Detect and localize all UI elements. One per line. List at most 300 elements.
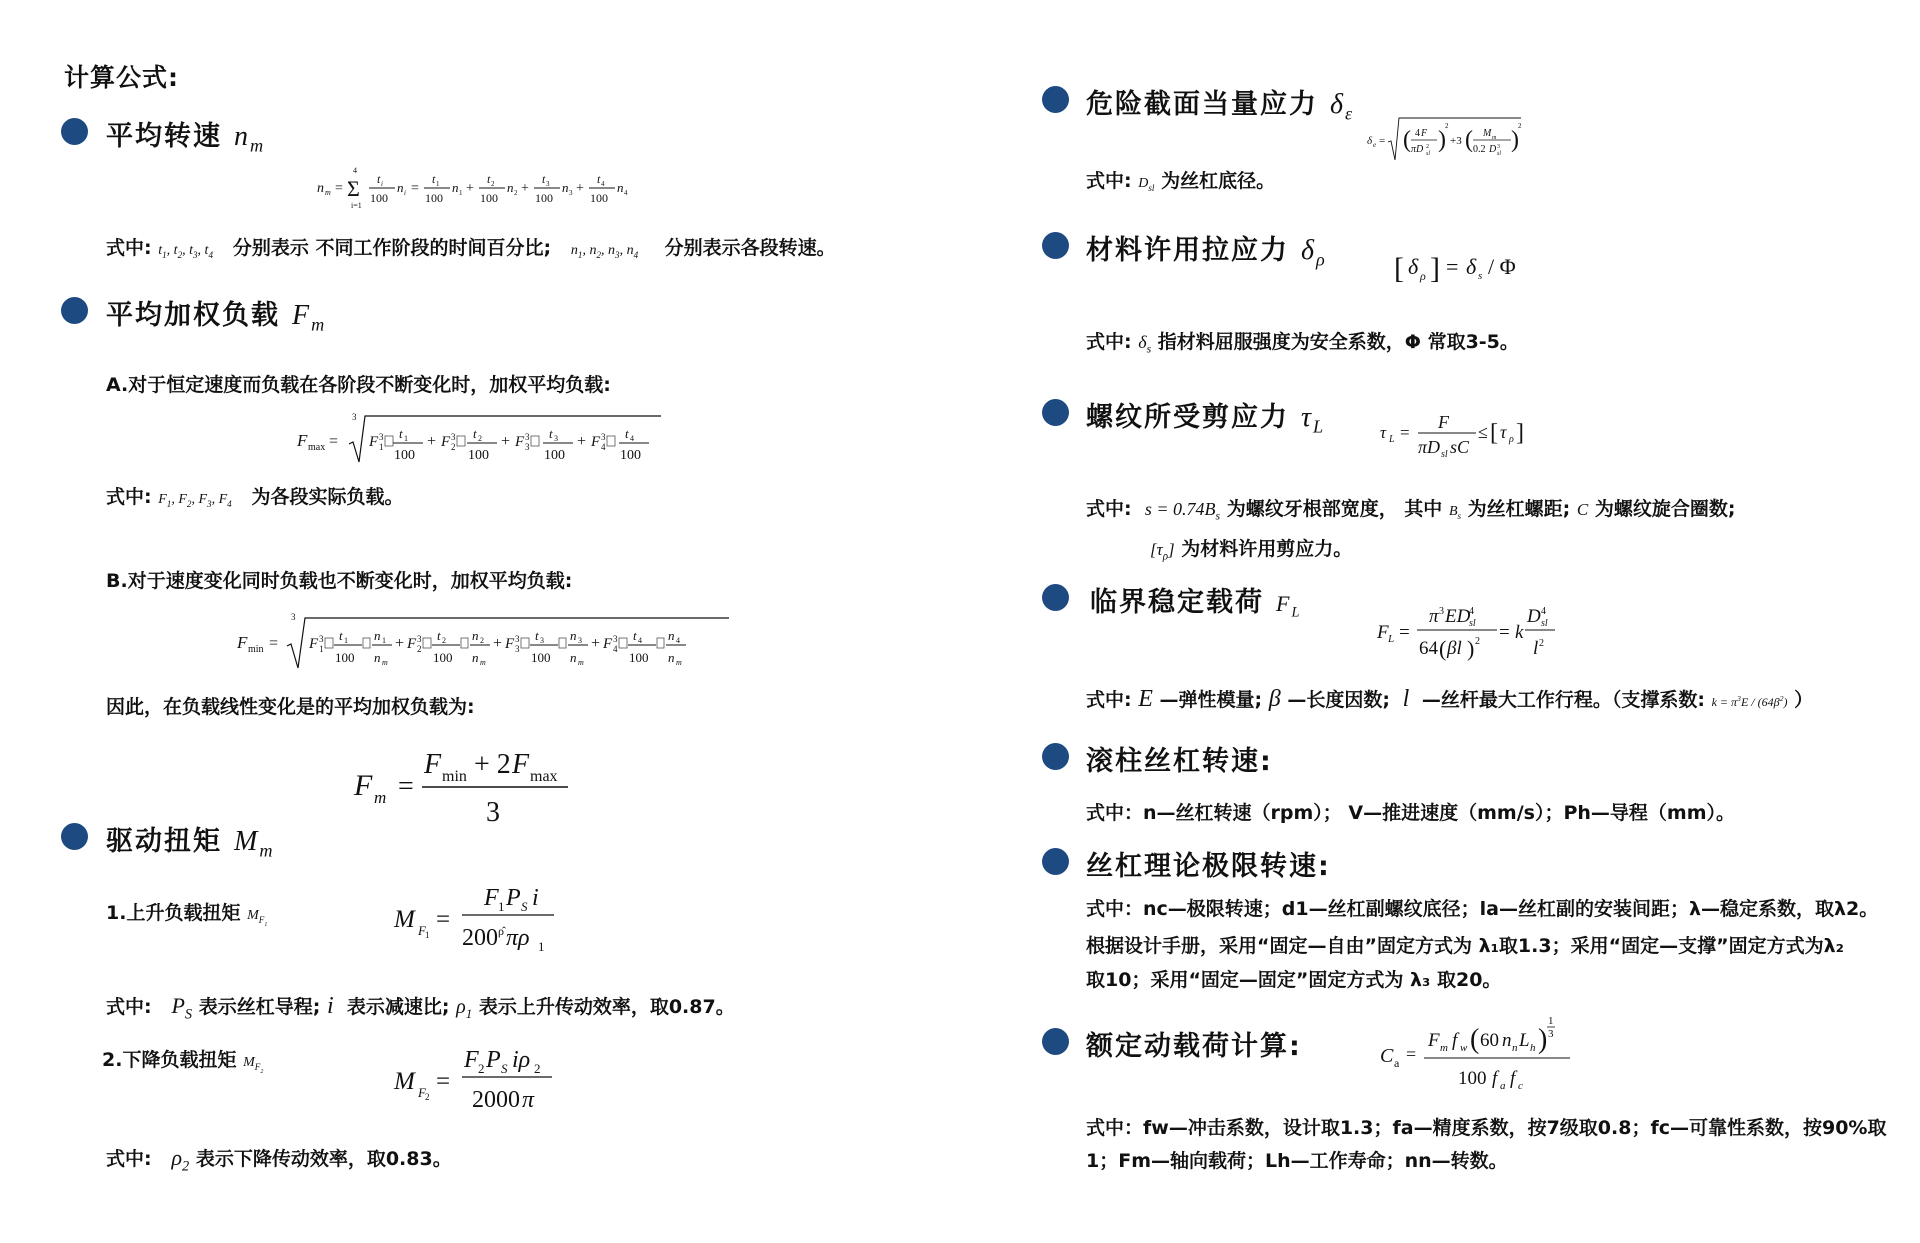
svg-text:(: ( [1403,127,1411,153]
heading-allow-tensile-label: 材料许用拉应力 [1086,235,1289,266]
svg-text:F: F [512,749,530,780]
svg-text:F: F [441,434,451,450]
svg-text:F: F [1377,622,1389,643]
svg-text:=: = [398,771,414,802]
svg-text:1: 1 [425,930,430,940]
svg-text:1: 1 [538,939,545,954]
heading-roller-speed: 滚柱丝杠转速: [1086,746,1273,777]
svg-text:+: + [501,433,511,450]
note-thread-shear-a: 为螺纹牙根部宽度， 其中 [1226,498,1443,520]
svg-text:t: t [597,172,601,186]
dynamic-load-line-1: 式中：fw—冲击系数，设计取1.3；fa—精度系数，按7级取0.8；fc—可靠性系数，按90%取 [1086,1117,1887,1139]
svg-text:M: M [394,1068,415,1095]
svg-text:S: S [521,899,528,914]
note-torque-up-3: 表示上升传动效率，取0.87。 [478,996,735,1018]
svg-text:(: ( [1465,127,1473,153]
svg-text:100: 100 [433,650,453,665]
svg-text:m: m [382,658,388,667]
svg-text:F: F [309,636,319,652]
formula-avg-speed [315,163,655,211]
svg-text:[: [ [1394,252,1404,285]
svg-text:2: 2 [1426,144,1429,150]
svg-text:=: = [1399,622,1410,643]
note-prefix: 式中: [1086,331,1132,353]
svg-text:F: F [354,769,373,802]
svg-text:F: F [369,434,379,450]
svg-text:ρ: ρ [1420,269,1426,283]
svg-text:=: = [436,1068,451,1095]
svg-text:3: 3 [525,442,530,452]
svg-text:F: F [424,749,442,780]
svg-text:a: a [1500,1080,1506,1092]
note-avg-load-a-end: 为各段实际负载。 [251,486,404,508]
svg-text:F: F [1421,128,1428,139]
formula-mf2 [392,1045,572,1125]
svg-text:max: max [308,442,326,453]
svg-text:max: max [530,768,558,785]
heading-thread-shear [1086,395,1325,438]
symbol-nm: $n_m$ [234,121,266,156]
svg-text:δ: δ [1466,254,1477,279]
svg-text:f: f [1452,1030,1458,1051]
heading-danger-stress [1086,82,1354,125]
note-prefix: 式中: [1086,170,1132,192]
svg-text:2: 2 [478,1061,485,1076]
svg-text:1: 1 [1548,1015,1554,1027]
svg-text:=: = [411,181,419,196]
svg-text:3: 3 [417,634,422,644]
svg-text:+: + [493,635,503,652]
svg-text:3: 3 [515,644,520,654]
svg-text:τ: τ [1380,423,1387,442]
svg-text:F: F [418,1085,426,1100]
svg-text:): ) [1511,127,1519,153]
note-allow-tensile [1086,327,1519,356]
svg-text:n: n [668,650,675,665]
note-critical-load [1086,685,1813,713]
svg-text:F: F [297,431,308,450]
svg-text:+: + [466,181,474,196]
svg-text:2: 2 [514,189,518,197]
torque-up-label [106,898,267,928]
svg-text:i: i [381,180,383,188]
svg-text:2: 2 [1539,638,1544,649]
svg-text:1: 1 [319,644,324,654]
dynamic-load-line-2: 1；Fm—轴向载荷；Lh—工作寿命；nn—转数。 [1086,1150,1508,1172]
symbol-Ps: $P_S$ [171,993,193,1023]
svg-text:): ) [1438,127,1446,153]
note-prefix: 式中: [1086,689,1132,711]
svg-text:n: n [374,628,381,643]
svg-text:(: ( [1470,1024,1480,1055]
svg-text:(: ( [1439,636,1447,661]
svg-text:C: C [1380,1045,1394,1067]
svg-text:2: 2 [1475,636,1480,647]
heading-avg-load-label: 平均加权负载 [106,300,280,331]
svg-text:m: m [1492,135,1497,141]
note-prefix: 式中: [106,1148,152,1170]
svg-text:3: 3 [291,612,296,622]
svg-text:4: 4 [1469,606,1474,617]
svg-text:3: 3 [352,412,357,422]
svg-text:=: = [1379,135,1386,147]
symbol-l: l [1396,686,1416,712]
svg-text:200: 200 [462,925,498,951]
svg-text:1: 1 [382,636,386,645]
symbol-MF1: $M_{F_1}$ [247,908,268,928]
svg-text:n: n [452,180,459,195]
svg-text:2: 2 [480,636,484,645]
svg-text:]: ] [1516,420,1524,446]
svg-text:i: i [532,885,539,911]
symbol-C: C [1576,500,1589,519]
svg-text:F: F [515,434,525,450]
formula-danger-stress [1365,114,1525,166]
svg-text:m: m [374,788,387,807]
svg-text:3: 3 [1439,606,1444,617]
svg-text:πD: πD [1418,437,1441,457]
note-thread-shear-d: 为材料许用剪应力。 [1181,538,1353,560]
svg-text:4: 4 [624,189,628,197]
svg-text:100: 100 [370,191,388,205]
note-torque-down-text: 表示下降传动效率，取0.83。 [195,1148,452,1170]
note-prefix: 式中: [106,996,152,1018]
svg-text:n: n [570,628,577,643]
svg-text:sl: sl [1441,449,1448,460]
svg-text:δ: δ [1408,254,1419,279]
note-torque-down [106,1144,452,1175]
svg-text:M: M [394,906,415,933]
note-torque-up [106,992,735,1023]
symbol-tau-rho: $[\tau_\rho]$ [1150,540,1175,563]
svg-text:1: 1 [436,180,440,188]
svg-text:t: t [542,172,546,186]
svg-text:4: 4 [1415,128,1420,139]
svg-text:1: 1 [459,189,463,197]
svg-text:n: n [562,180,569,195]
svg-text:m: m [676,658,682,667]
svg-text:n: n [668,628,675,643]
symbol-k-formula: $k = \pi^3E / (64\beta^2)$ [1711,694,1788,709]
svg-text:3: 3 [1548,1028,1554,1040]
formula-fmax [295,410,675,468]
svg-text:t: t [633,628,637,643]
svg-text:3: 3 [486,797,500,828]
svg-text:δ: δ [1367,135,1373,147]
bullet-critical-load [1042,584,1069,611]
symbol-delta-s: $\delta_s$ [1138,332,1152,356]
heading-allow-tensile [1086,228,1327,271]
note-roller-speed: 式中：n—丝杠转速（rpm）； V—推进速度（mm/s）；Ph—导程（mm）。 [1086,802,1736,824]
note-thread-shear-b: 为丝杠螺距; [1467,498,1571,520]
svg-text:F: F [505,636,515,652]
svg-text:2: 2 [417,644,422,654]
svg-text:+: + [591,635,601,652]
svg-text:4: 4 [630,434,634,443]
svg-text:a: a [1394,1056,1400,1070]
note-prefix: 式中: [106,486,152,508]
symbol-Fm: $F_m$ [292,300,327,335]
svg-text:P: P [486,1047,501,1073]
svg-text:100: 100 [468,448,489,463]
svg-text:m: m [480,658,486,667]
svg-text:3: 3 [578,636,582,645]
svg-text:t: t [625,426,629,441]
svg-text:w: w [1460,1042,1468,1054]
svg-text:π: π [522,1087,535,1113]
note-prefix: 式中: [1086,498,1132,520]
svg-text:S: S [501,1061,508,1076]
svg-text:n: n [507,180,514,195]
svg-text:π: π [1429,606,1439,627]
svg-text:l: l [1533,638,1539,659]
svg-text:t: t [377,172,381,186]
svg-text:+3: +3 [1450,135,1462,147]
svg-text:πD: πD [1411,144,1424,155]
svg-text:3: 3 [451,432,456,442]
svg-text:100: 100 [531,650,551,665]
note-allow-tensile-text: 指材料屈服强度为安全系数，Φ 常取3-5。 [1157,331,1519,353]
svg-text:≤: ≤ [1478,422,1488,442]
svg-text:min: min [442,768,467,785]
bullet-thread-shear [1042,399,1069,426]
svg-text:100: 100 [480,191,498,205]
svg-text:e: e [1373,141,1377,149]
svg-text:2: 2 [534,1061,541,1076]
svg-text:t: t [437,628,441,643]
bullet-dynamic-load [1042,1028,1069,1055]
svg-text:+ 2: + 2 [474,749,511,780]
svg-text:3: 3 [540,636,544,645]
bullet-allow-tensile [1042,232,1069,259]
svg-text:m: m [578,658,584,667]
svg-text:3: 3 [546,180,550,188]
svg-text:F: F [418,923,426,938]
svg-text:n: n [570,650,577,665]
symbol-Mm: $M_m$ [234,826,275,861]
svg-text:m: m [325,188,331,197]
svg-text:+: + [395,635,405,652]
svg-text:=: = [335,181,343,196]
svg-text:2: 2 [1445,122,1449,130]
svg-text:i: i [404,189,406,197]
bullet-drive-torque [61,823,88,850]
svg-text:100: 100 [535,191,553,205]
svg-text:=: = [1446,254,1459,279]
svg-text:n: n [472,628,479,643]
note-danger-stress [1086,166,1275,193]
svg-text:t: t [535,628,539,643]
svg-text:n: n [1512,1042,1518,1054]
case-a-text: A.对于恒定速度而负载在各阶段不断变化时，加权平均负载: [106,374,611,396]
heading-critical-load-label: 临界稳定载荷 [1090,587,1264,618]
symbol-E: E [1138,686,1153,712]
heading-dynamic-load: 额定动载荷计算: [1086,1031,1302,1062]
note-avg-load-a [106,482,404,509]
svg-text:=: = [329,433,339,450]
svg-text:ED: ED [1445,606,1471,627]
svg-text:D: D [1489,144,1497,155]
svg-text:M: M [1483,128,1492,139]
heading-drive-torque [106,819,274,862]
symbol-beta: β [1268,686,1281,712]
svg-text:100: 100 [394,448,415,463]
svg-text:2: 2 [478,434,482,443]
svg-text:[: [ [1490,420,1498,446]
svg-text:60: 60 [1480,1030,1499,1051]
heading-drive-torque-label: 驱动扭矩 [106,826,222,857]
svg-text:Σ: Σ [347,176,360,201]
svg-text:sl: sl [1541,618,1548,629]
svg-text:f: f [1510,1068,1516,1089]
symbol-delta-e: $\delta_\varepsilon$ [1330,89,1355,124]
svg-text:c: c [1518,1080,1523,1092]
symbol-rho1: $\rho_1$ [456,996,473,1021]
note-thread-shear-2 [1150,534,1352,562]
svg-text:2: 2 [1518,122,1522,130]
svg-text:t: t [432,172,436,186]
svg-text:3: 3 [1497,144,1500,150]
heading-danger-stress-label: 危险截面当量应力 [1086,89,1318,120]
symbol-delta-rho: $\delta_\rho$ [1301,235,1327,270]
svg-text:F: F [464,1047,479,1073]
heading-avg-load [106,293,326,336]
bullet-avg-load [61,297,88,324]
svg-text:3: 3 [613,634,618,644]
svg-text:2: 2 [451,442,456,452]
bullet-danger-stress [1042,86,1069,113]
svg-text:F: F [484,885,499,911]
svg-text:t: t [399,426,403,441]
svg-text:3: 3 [569,189,573,197]
svg-text:0.2: 0.2 [1473,144,1486,155]
limit-speed-line-3: 取10；采用“固定—固定”固定方式为 λ₃ 取20。 [1086,969,1502,991]
svg-text:1: 1 [498,899,505,914]
svg-text:L: L [1388,633,1395,645]
svg-text:F: F [1438,412,1449,432]
svg-text:iρ: iρ [512,1047,531,1073]
linear-load-note: 因此，在负载线性变化是的平均加权负载为: [106,696,475,718]
svg-text:k: k [1515,622,1524,643]
note-critical-load-c: —丝杆最大工作行程。（支撑系数: [1421,689,1705,711]
svg-text:n: n [374,650,381,665]
svg-text:3: 3 [525,432,530,442]
svg-text:t: t [549,426,553,441]
svg-text:100: 100 [544,448,565,463]
bullet-roller-speed [1042,743,1069,770]
formula-allow-tensile [1392,246,1532,292]
formula-fmin [235,610,735,674]
svg-text:ρ̂: ρ̂ [498,924,504,938]
svg-text:n: n [397,180,404,195]
formula-thread-shear [1378,408,1538,464]
svg-text:F: F [237,633,248,652]
svg-text:+: + [427,433,437,450]
svg-text:πρ: πρ [506,925,530,951]
svg-text:100: 100 [590,191,608,205]
svg-text:+: + [576,181,584,196]
symbol-MF2: $M_{F_2}$ [243,1055,264,1075]
svg-text:2000: 2000 [472,1087,520,1113]
svg-text:100: 100 [335,650,355,665]
symbol-Bs: $B_s$ [1448,504,1462,521]
svg-text:=: = [436,906,451,933]
svg-text:m: m [1440,1042,1448,1054]
symbol-F-list: $F_1$, $F_2$, $F_3$, $F_4$ [158,492,232,509]
bullet-limit-speed [1042,848,1069,875]
svg-text:s: s [1478,270,1483,282]
symbol-i: i [326,993,334,1019]
svg-text:=: = [269,635,279,652]
heading-limit-speed: 丝杠理论极限转速: [1086,851,1331,882]
formula-mf1 [392,883,572,963]
note-prefix: 式中: [106,237,152,259]
svg-text:+: + [521,181,529,196]
svg-text:100: 100 [425,191,443,205]
svg-text:64: 64 [1419,638,1438,659]
note-avg-speed-end: 分别表示各段转速。 [664,237,836,259]
svg-text:2: 2 [491,180,495,188]
svg-text:2: 2 [442,636,446,645]
svg-text:sC: sC [1450,437,1470,457]
svg-text:n: n [472,650,479,665]
svg-text:F: F [1428,1030,1440,1051]
heading-avg-speed [106,114,265,157]
svg-text:): ) [1467,636,1475,661]
svg-text:100: 100 [1458,1068,1487,1089]
svg-text:1: 1 [379,442,384,452]
svg-text:t: t [339,628,343,643]
svg-text:sl: sl [1426,151,1431,157]
note-avg-speed [106,233,836,260]
symbol-s-eq: $s = 0.74B_s$ [1144,499,1221,523]
note-thread-shear-c: 为螺纹旋合圈数; [1594,498,1736,520]
svg-text:100: 100 [620,448,641,463]
svg-text:4: 4 [638,636,642,645]
svg-text:/ Φ: / Φ [1488,254,1516,279]
svg-text:3: 3 [554,434,558,443]
svg-text:4: 4 [676,636,680,645]
bullet-avg-speed [61,118,88,145]
svg-text:n: n [1502,1030,1512,1051]
formula-critical-load [1375,600,1575,664]
note-thread-shear-1 [1086,494,1735,523]
note-avg-speed-mid: 分别表示 不同工作阶段的时间百分比; [232,237,552,259]
limit-speed-line-1: 式中：nc—极限转速；d1—丝杠副螺纹底径；la—丝杠副的安装间距；λ—稳定系数，取λ2。 [1086,898,1879,920]
svg-text:4: 4 [1541,606,1546,617]
torque-down-label-text: 2.下降负载扭矩 [102,1049,237,1071]
svg-text:sl: sl [1497,151,1502,157]
note-critical-load-b: —长度因数; [1287,689,1390,711]
formula-dynamic-load [1378,1012,1588,1096]
svg-text:4: 4 [353,166,357,175]
symbol-n-list: $n_1$, $n_2$, $n_3$, $n_4$ [570,243,639,260]
svg-text:i=1: i=1 [351,201,362,210]
svg-text:3: 3 [601,432,606,442]
limit-speed-line-2: 根据设计手册，采用“固定—自由”固定方式为 λ₁取1.3；采用“固定—支撑”固定方式为λ₂ [1086,935,1844,957]
svg-text:100: 100 [629,650,649,665]
svg-text:sl: sl [1469,618,1476,629]
svg-text:3: 3 [515,634,520,644]
heading-thread-shear-label: 螺纹所受剪应力 [1086,402,1289,433]
svg-text:=: = [1400,423,1410,442]
svg-text:n: n [617,180,624,195]
svg-text:3: 3 [379,432,384,442]
svg-text:1: 1 [404,434,408,443]
torque-down-label [102,1045,263,1075]
svg-text:2: 2 [425,1092,430,1102]
symbol-tau-L: $\tau_L$ [1301,402,1326,437]
